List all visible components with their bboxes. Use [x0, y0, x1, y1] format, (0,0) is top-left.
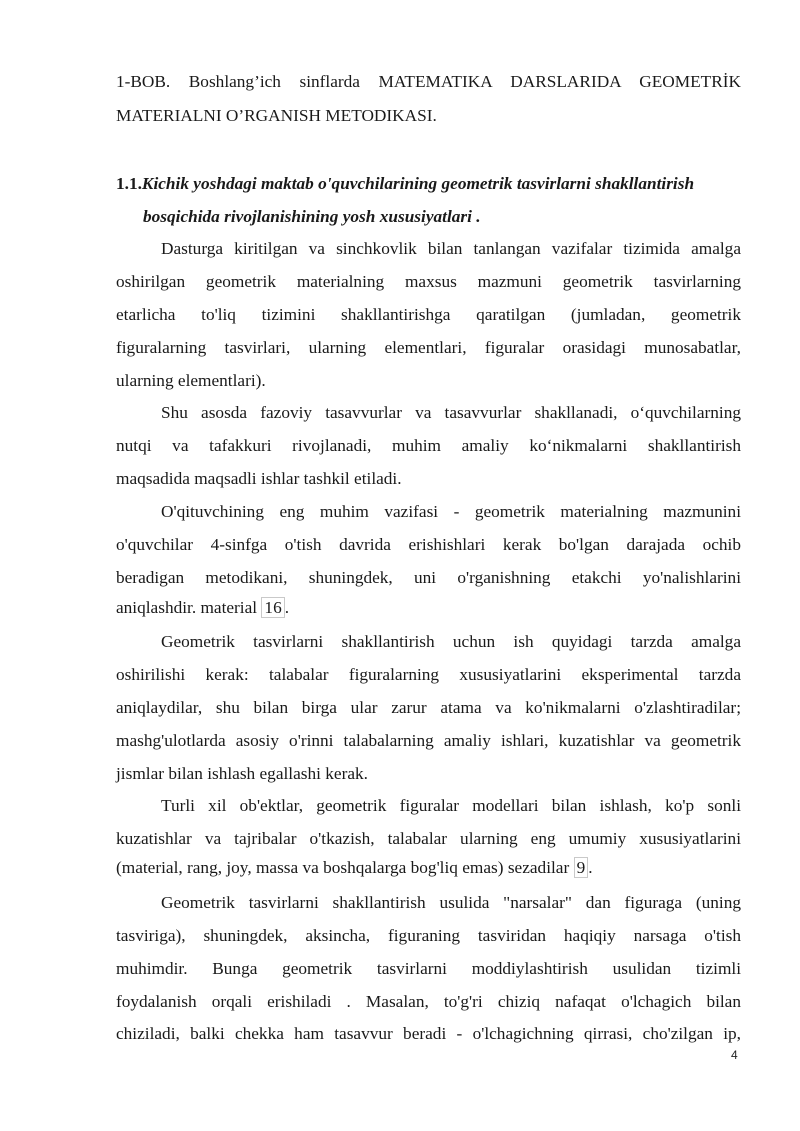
section-title-line-2: bosqichida rivojlanishining yosh xususiyatlari . [143, 207, 481, 226]
paragraph-line: kuzatishlar va tajribalar o'tkazish, talabalar ularning eng umumiy xususiyatlarini [116, 829, 741, 848]
paragraph-line: aniqlaydilar, shu bilan birga ular zarur atama va ko'nikmalarni o'zlashtiradilar; [116, 698, 741, 717]
section-title [116, 174, 694, 194]
paragraph-line: maqsadida maqsadli ishlar tashkil etiladi. [116, 469, 402, 488]
paragraph-line: muhimdir. Bunga geometrik tasvirlarni moddiylashtirish usulidan tizimli [116, 959, 741, 978]
reference-marker: 16 [261, 597, 284, 618]
reference-tail: . [284, 598, 290, 617]
paragraph-line: mashg'ulotlarda asosiy o'rinni talabalarning amaliy ishlari, kuzatishlar va geometrik [116, 731, 741, 750]
paragraph-line [116, 858, 593, 878]
paragraph-text: aniqlashdir. material [116, 598, 258, 617]
paragraph-line: oshirilgan geometrik materialning maxsus mazmuni geometrik tasvirlarning [116, 272, 741, 291]
paragraph-line: Dasturga kiritilgan va sinchkovlik bilan tanlangan vazifalar tizimida amalga [161, 239, 741, 258]
paragraph-line: Turli xil ob'ektlar, geometrik figuralar modellari bilan ishlash, ko'p sonli [161, 796, 741, 815]
paragraph-line: jismlar bilan ishlash egallashi kerak. [116, 764, 368, 783]
paragraph-line: Geometrik tasvirlarni shakllantirish uchun ish quyidagi tarzda amalga [161, 632, 741, 651]
paragraph-line: chiziladi, balki chekka ham tasavvur beradi - o'lchagichning qirrasi, cho'zilgan ip, [116, 1024, 741, 1043]
paragraph-line: ularning elementlari). [116, 371, 266, 390]
paragraph-line: etarlicha to'liq tizimini shakllantirishga qaratilgan (jumladan, geometrik [116, 305, 741, 324]
chapter-heading-line-2: MATERIALNI O’RGANISH METODIKASI. [116, 106, 437, 125]
reference-tail: . [588, 858, 593, 877]
paragraph-line: beradigan metodikani, shuningdek, uni o'rganishning etakchi yo'nalishlarini [116, 568, 741, 587]
chapter-heading-line-1: 1-BOB. Boshlang’ich sinflarda MATEMATIKA DARSLARIDA GEOMETRİK [116, 72, 741, 91]
section-number: 1.1. [116, 174, 142, 193]
paragraph-line: Shu asosda fazoviy tasavvurlar va tasavvurlar shakllanadi, o‘quvchilarning [161, 403, 741, 422]
paragraph-line: O'qituvchining eng muhim vazifasi - geometrik materialning mazmunini [161, 502, 741, 521]
paragraph-line: nutqi va tafakkuri rivojlanadi, muhim amaliy ko‘nikmalarni shakllantirish [116, 436, 741, 455]
reference-marker: 9 [574, 857, 589, 878]
paragraph-line: oshirilishi kerak: talabalar figuralarning xususiyatlarini eksperimental tarzda [116, 665, 741, 684]
page-number: 4 [731, 1048, 738, 1062]
paragraph-line [116, 598, 289, 618]
paragraph-text: (material, rang, joy, massa va boshqalarga bog'liq emas) sezadilar [116, 858, 570, 877]
paragraph-line: tasviriga), shuningdek, aksincha, figuraning tasviridan haqiqiy narsaga o'tish [116, 926, 741, 945]
paragraph-line: foydalanish orqali erishiladi . Masalan, to'g'ri chiziq nafaqat o'lchagich bilan [116, 992, 741, 1011]
paragraph-line: o'quvchilar 4-sinfga o'tish davrida erishishlari kerak bo'lgan darajada ochib [116, 535, 741, 554]
paragraph-line: figuralarning tasvirlari, ularning elementlari, figuralar orasidagi munosabatlar, [116, 338, 741, 357]
section-title-text: Kichik yoshdagi maktab o'quvchilarining geometrik tasvirlarni shakllantirish [141, 174, 695, 193]
paragraph-line: Geometrik tasvirlarni shakllantirish usulida "narsalar" dan figuraga (uning [161, 893, 741, 912]
